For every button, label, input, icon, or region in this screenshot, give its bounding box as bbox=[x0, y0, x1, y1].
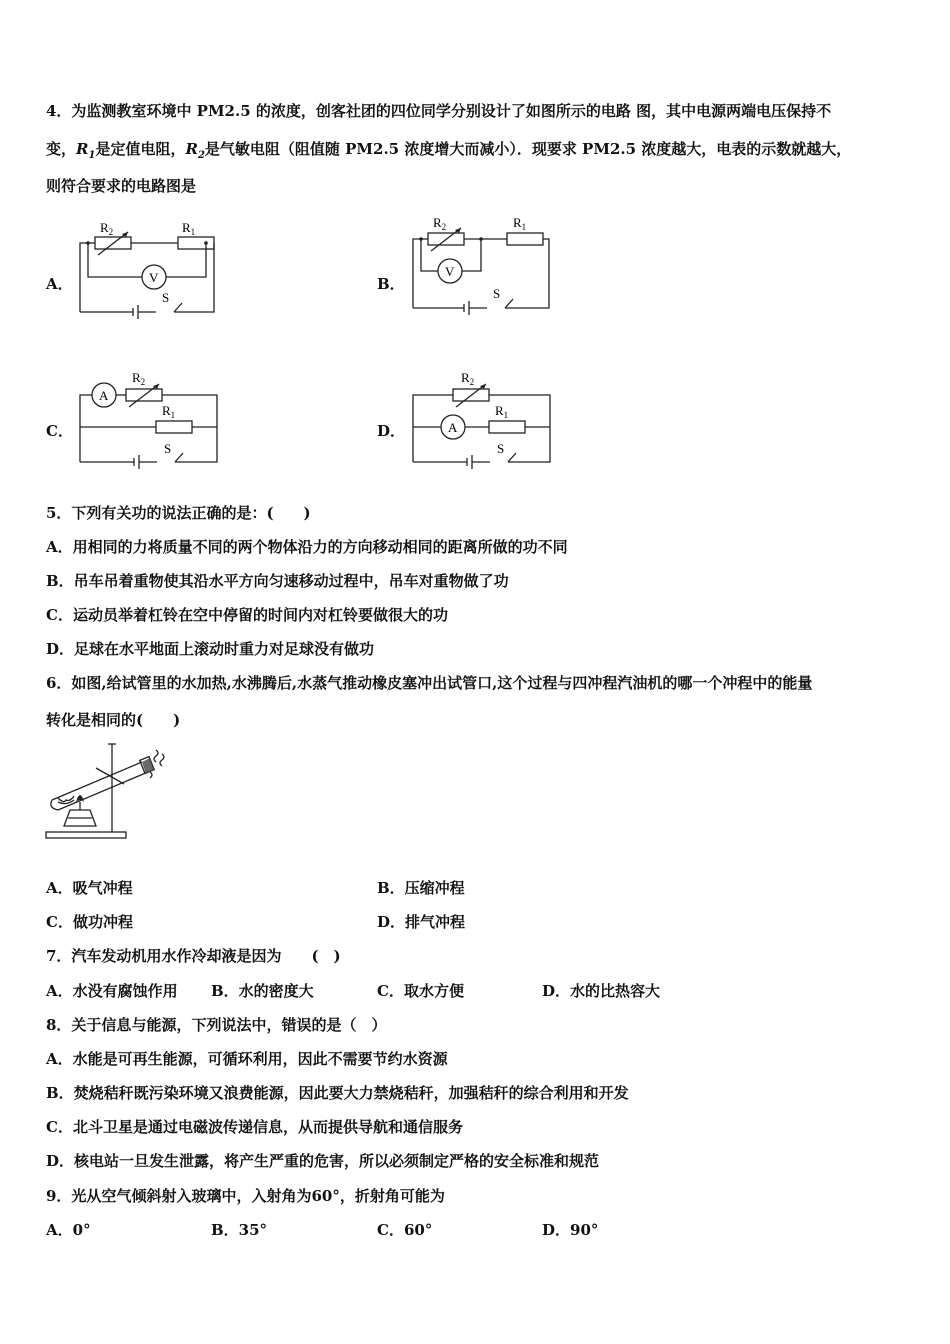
q9-option-b: B．35° bbox=[211, 1221, 268, 1239]
q4-b-r1-label: $R_1$ bbox=[513, 215, 527, 232]
q9-option-a: A．0° bbox=[46, 1221, 91, 1239]
test-tube-bottom bbox=[58, 772, 148, 810]
q6-option-d: D．排气冲程 bbox=[377, 913, 466, 931]
q4-line2-post: 是气敏电阻（阻值随 PM2.5 浓度增大而减小）．现要求 PM2.5 浓度越大，电表的示数就越大， bbox=[204, 140, 852, 158]
q7-option-a: A．水没有腐蚀作用 bbox=[46, 982, 178, 1000]
q4-r2-symbol: $R_2$ bbox=[185, 140, 205, 161]
q6-option-b: B．压缩冲程 bbox=[377, 879, 465, 897]
q5-option-a: A．用相同的力将质量不同的两个物体沿力的方向移动相同的距离所做的功不同 bbox=[46, 538, 568, 556]
q4-line2-pre: 变， bbox=[46, 140, 77, 158]
q9-option-c: C．60° bbox=[377, 1221, 433, 1239]
q4-stem-line3: 则符合要求的电路图是 bbox=[46, 177, 197, 195]
q4-b-s-label: S bbox=[493, 286, 501, 301]
q4-option-d-label: D． bbox=[377, 422, 406, 440]
q4-r1-symbol: $R_1$ bbox=[76, 140, 96, 161]
q4-option-b-label: B． bbox=[377, 275, 405, 293]
q8-option-d: D．核电站一旦发生泄露，将产生严重的危害，所以必须制定严格的安全标准和规范 bbox=[46, 1152, 600, 1170]
q4-b-r1-resistor bbox=[507, 233, 543, 245]
q4-d-r1-resistor bbox=[489, 421, 525, 433]
q7-option-b: B．水的密度大 bbox=[211, 982, 314, 1000]
q4-a-r2-label: $R_2$ bbox=[100, 220, 114, 237]
q4-d-s-label: S bbox=[497, 441, 505, 456]
q5-option-b: B．吊车吊着重物使其沿水平方向匀速移动过程中，吊车对重物做了功 bbox=[46, 572, 509, 590]
q4-a-r1-label: $R_1$ bbox=[182, 220, 196, 237]
q6-option-c: C．做功冲程 bbox=[46, 913, 133, 931]
q8-option-a: A．水能是可再生能源，可循环利用，因此不需要节约水资源 bbox=[46, 1050, 448, 1068]
q8-stem: 8．关于信息与能源，下列说法中，错误的是（ ） bbox=[46, 1016, 387, 1034]
q4-b-v-label: V bbox=[445, 264, 455, 279]
q4-option-a-label: A． bbox=[46, 275, 73, 293]
test-tube-heating-figure bbox=[44, 740, 169, 844]
q4-c-a-label: A bbox=[99, 388, 109, 403]
q7-option-c: C．取水方便 bbox=[377, 982, 464, 1000]
q4-line2-mid: 是定值电阻， bbox=[95, 140, 186, 158]
test-tube-top bbox=[52, 762, 142, 800]
q4-circuit-b bbox=[403, 210, 563, 320]
q4-d-r1-label: $R_1$ bbox=[495, 403, 509, 420]
q7-option-d: D．水的比热容大 bbox=[542, 982, 661, 1000]
q4-circuit-d bbox=[403, 365, 563, 475]
q4-stem-line2 bbox=[46, 139, 851, 166]
q7-stem: 7．汽车发动机用水作冷却液是因为 ( ) bbox=[46, 947, 341, 965]
q4-stem-line1: 4．为监测教室环境中 PM2.5 的浓度，创客社团的四位同学分别设计了如图所示的电路 图，其中电源两端电压保持不 bbox=[46, 102, 832, 120]
q4-option-c-label: C． bbox=[46, 422, 73, 440]
q4-a-v-label: V bbox=[149, 270, 159, 285]
q4-c-r1-resistor bbox=[156, 421, 192, 433]
q6-stem-line2: 转化是相同的( ) bbox=[46, 711, 181, 729]
q4-a-r1-resistor bbox=[178, 237, 214, 249]
q4-a-s-label: S bbox=[162, 290, 170, 305]
q4-b-r2-label: $R_2$ bbox=[433, 215, 447, 232]
q9-option-d: D．90° bbox=[542, 1221, 599, 1239]
q5-option-c: C．运动员举着杠铃在空中停留的时间内对杠铃要做很大的功 bbox=[46, 606, 448, 624]
stand-base bbox=[46, 832, 126, 838]
q5-stem: 5．下列有关功的说法正确的是：( ) bbox=[46, 504, 311, 522]
q4-circuit-c bbox=[70, 365, 230, 475]
q4-c-r1-label: $R_1$ bbox=[162, 403, 176, 420]
q4-circuit-a bbox=[70, 215, 230, 325]
q5-option-d: D．足球在水平地面上滚动时重力对足球没有做功 bbox=[46, 640, 375, 658]
q6-stem-line1: 6．如图,给试管里的水加热,水沸腾后,水蒸气推动橡皮塞冲出试管口,这个过程与四冲程汽油机的哪一个冲程中的能量 bbox=[46, 674, 813, 692]
q4-c-s-label: S bbox=[164, 441, 172, 456]
q4-d-a-label: A bbox=[448, 420, 458, 435]
q6-option-a: A．吸气冲程 bbox=[46, 879, 133, 897]
q4-d-r2-label: $R_2$ bbox=[461, 370, 475, 387]
q9-stem: 9．光从空气倾斜射入玻璃中，入射角为60°，折射角可能为 bbox=[46, 1187, 445, 1205]
q8-option-b: B．焚烧秸秆既污染环境又浪费能源，因此要大力禁烧秸秆，加强秸秆的综合利用和开发 bbox=[46, 1084, 629, 1102]
q8-option-c: C．北斗卫星是通过电磁波传递信息，从而提供导航和通信服务 bbox=[46, 1118, 463, 1136]
q4-c-r2-label: $R_2$ bbox=[132, 370, 146, 387]
